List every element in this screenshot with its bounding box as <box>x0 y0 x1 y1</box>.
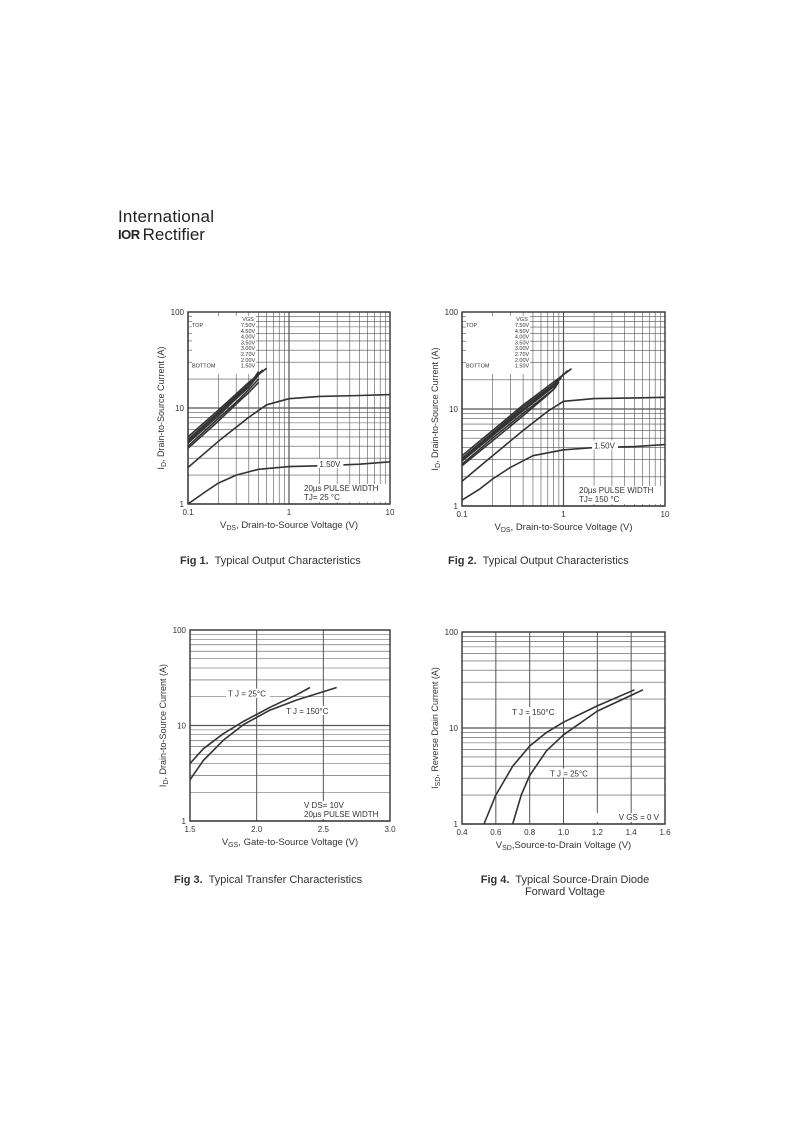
fig4-caption <box>455 874 675 898</box>
fig1-curve-label: 1.50V <box>319 459 341 469</box>
fig3-caption-text: Typical Transfer Characteristics <box>208 874 363 886</box>
fig4-xlabel: $V_{SD},Source-to$-Drain Voltage (V) <box>495 840 632 852</box>
fig1-legend-top: TOP <box>192 323 204 329</box>
fig3-ytick-label: 10 <box>177 721 186 731</box>
fig3-xtick-label: 1.5 <box>184 825 196 834</box>
fig2-legend-entry: 4.00V <box>514 334 530 341</box>
fig2-legend-entry: 3.00V <box>514 346 530 353</box>
fig4-series-label: T J = 25°C <box>550 769 588 779</box>
fig1-annotation: TJ= 25 °C <box>304 493 340 502</box>
fig1-legend-entry: 7.50V <box>240 323 256 329</box>
fig1-legend-entry: 4.50V <box>240 328 256 335</box>
logo-line-international: International <box>118 207 215 226</box>
fig3-series-label: T J = 150°C <box>286 707 329 717</box>
fig2-caption-text: Typical Output Characteristics <box>482 555 629 567</box>
fig2-legend-entry: 2.70V <box>514 352 530 358</box>
fig4-xtick-label: 0.8 <box>524 828 536 837</box>
fig1-legend-header: VGS <box>242 317 254 323</box>
fig3-caption-num: Fig 3. <box>174 874 203 886</box>
fig1-xtick-label: 10 <box>385 508 395 517</box>
fig2-caption <box>448 555 668 567</box>
fig4-ytick-label: 10 <box>449 724 458 733</box>
fig1-legend <box>192 316 256 374</box>
fig3-ytick-label: 100 <box>172 626 186 635</box>
fig3-annotation: V DS= 10V <box>304 801 344 810</box>
fig2-curve-label: 1.50V <box>594 441 615 451</box>
fig1-xlabel: $V_{DS}$, Drain-to-Source Voltage (V) <box>219 520 359 532</box>
fig2-legend-entry: 4.50V <box>514 328 530 335</box>
fig1-legend-entry: 2.70V <box>240 352 256 358</box>
logo-text-rectifier: Rectifier <box>142 225 205 244</box>
logo-line-rectifier <box>118 226 214 244</box>
fig2-legend-entry: 7.50V <box>514 323 530 329</box>
fig3-xtick-label: 2.5 <box>317 825 329 834</box>
fig4-xtick-label: 1.2 <box>591 828 603 837</box>
fig2-ytick-label: 1 <box>453 502 458 511</box>
fig2-annotation: TJ= 150 °C <box>579 495 620 504</box>
fig1-chart <box>150 300 410 540</box>
fig3-series-label: T J = 25°C <box>228 689 266 699</box>
fig3-ytick-label: 1 <box>181 817 186 826</box>
fig2-legend <box>466 316 530 374</box>
company-logo <box>118 208 214 244</box>
fig2-legend-bottom: BOTTOM <box>466 363 490 370</box>
fig3-xlabel: $V_{GS}$, Gate-to-Source Voltage (V) <box>221 837 359 849</box>
fig1-ytick-label: 10 <box>175 404 184 413</box>
fig1-legend-entry: 4.00V <box>240 334 256 341</box>
fig4-xtick-label: 0.6 <box>490 828 502 837</box>
fig2-xlabel: $V_{DS}$, Drain-to-Source Voltage (V) <box>494 522 633 534</box>
fig3-ylabel: $I_D$, Drain-to-Source Current (A) <box>158 663 170 788</box>
fig3-xtick-label: 2.0 <box>251 825 263 834</box>
fig1-xtick-label: 1 <box>286 508 292 517</box>
fig2-ylabel: $I_D$, Drain-to-Source Current (A) <box>430 347 442 471</box>
fig1-caption-num: Fig 1. <box>180 555 209 567</box>
fig2-legend-top: TOP <box>466 323 478 329</box>
fig4-xtick-label: 1.0 <box>557 828 570 837</box>
fig4-annotation: V GS = 0 V <box>618 813 659 822</box>
fig1-ytick-label: 1 <box>179 500 184 509</box>
fig1-legend-bottom: BOTTOM <box>192 363 216 370</box>
fig1-legend-entry: 2.00V <box>240 357 256 364</box>
ior-logo-mark: IOR <box>118 227 140 242</box>
fig2-caption-num: Fig 2. <box>448 555 477 567</box>
fig1-legend-entry: 3.00V <box>240 346 256 353</box>
fig4-series-label: T J = 150°C <box>512 707 555 717</box>
fig2-legend-entry: 2.00V <box>514 357 530 364</box>
fig4-caption-text: Typical Source-Drain Diode <box>515 874 650 886</box>
fig3-grid <box>190 630 390 821</box>
fig2-ytick-label: 10 <box>449 405 458 414</box>
fig4-chart <box>425 620 685 860</box>
fig1-ylabel: $I_D$, Drain-to-Source Current (A) <box>156 346 168 470</box>
fig3-series-tj150c <box>190 688 337 780</box>
fig2-xtick-label: 0.1 <box>456 510 468 519</box>
fig1-ytick-label: 100 <box>170 308 184 317</box>
fig1-caption-text: Typical Output Characteristics <box>214 555 361 567</box>
fig4-xtick-label: 0.4 <box>456 828 468 837</box>
fig4-xtick-label: 1.6 <box>659 828 671 837</box>
fig3-annotation: 20µs PULSE WIDTH <box>304 810 379 819</box>
fig2-annotation: 20µs PULSE WIDTH <box>579 486 654 495</box>
fig2-legend-header: VGS <box>516 317 528 323</box>
fig2-legend-entry: 3.50V <box>514 340 530 347</box>
fig3-caption <box>174 874 404 886</box>
fig4-grid <box>462 632 665 824</box>
fig4-caption-num: Fig 4. <box>480 874 510 886</box>
fig2-xtick-label: 1 <box>561 510 566 519</box>
fig1-legend-entry: 1.50V <box>240 363 256 370</box>
fig1-xtick-label: 0.1 <box>182 508 194 517</box>
fig1-annotation: 20µs PULSE WIDTH <box>304 484 379 493</box>
fig4-xtick-label: 1.4 <box>625 828 637 837</box>
fig3-xtick-label: 3.0 <box>384 825 396 834</box>
fig4-ytick-label: 100 <box>444 628 458 637</box>
fig4-caption-text2: Forward Voltage <box>524 886 606 898</box>
fig3-chart <box>150 620 410 860</box>
fig1-legend-entry: 3.50V <box>240 340 256 347</box>
fig2-legend-entry: 1.50V <box>514 363 530 370</box>
fig2-ytick-label: 100 <box>444 308 458 317</box>
fig1-caption <box>180 555 400 567</box>
fig2-xtick-label: 10 <box>660 510 670 519</box>
fig4-ytick-label: 1 <box>453 820 458 829</box>
fig2-chart <box>425 300 685 540</box>
fig4-ylabel: $I_{SD}$, Reverse Drain Current (A) <box>430 667 442 789</box>
